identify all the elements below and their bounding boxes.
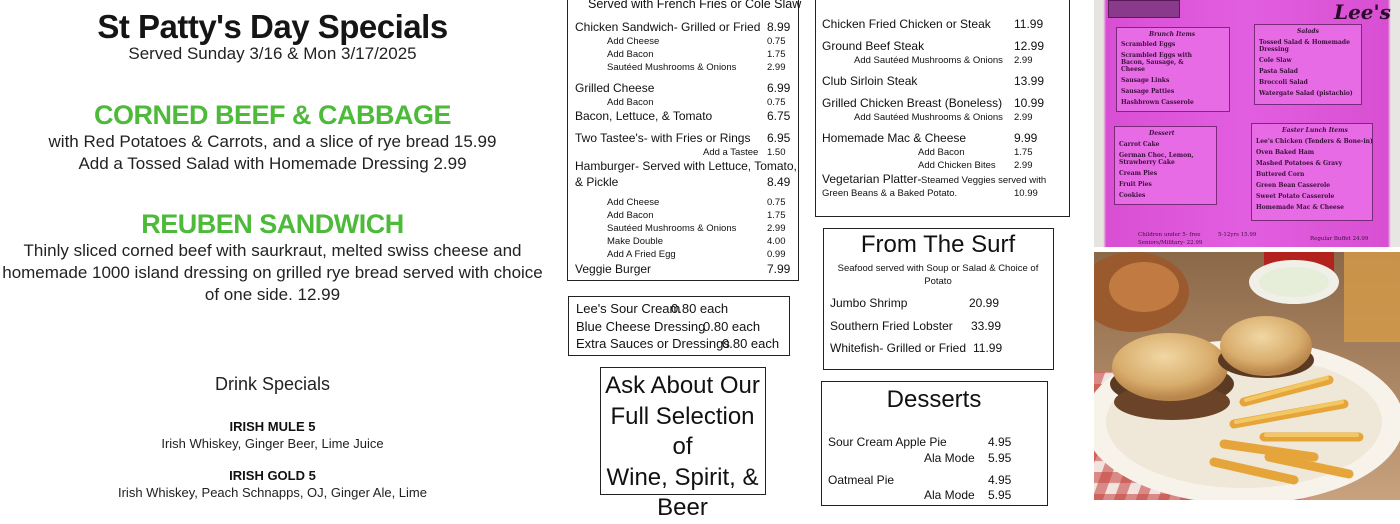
list-item: Oven Baked Ham xyxy=(1256,149,1315,156)
special-corned-beef-line2: Add a Tossed Salad with Homemade Dressing 2.99 xyxy=(78,154,467,173)
desserts-box xyxy=(821,381,1048,506)
list-item: Mashed Potatoes & Gravy xyxy=(1256,160,1343,167)
price-note: 5-12yrs 15.99 xyxy=(1218,232,1257,238)
menu-item-name: Oatmeal Pie xyxy=(828,473,895,487)
menu-item-name: Ground Beef Steak xyxy=(822,39,925,53)
menu-item-price: 8.99 xyxy=(767,20,791,34)
st-patty-specials-panel xyxy=(0,0,545,500)
list-item: Scrambled Eggs with xyxy=(1121,52,1192,59)
ask-line-2: Full Selection of xyxy=(610,402,755,460)
list-item: Carrot Cake xyxy=(1119,141,1160,148)
entrees-menu-box xyxy=(815,0,1070,217)
price-note: Regular Buffet 24.99 xyxy=(1310,236,1369,242)
easter-lunch-card xyxy=(1251,123,1373,221)
price-note: Children under 5- free xyxy=(1138,232,1201,238)
list-item: Sausage Patties xyxy=(1121,88,1175,95)
addon-name: Add Bacon xyxy=(607,49,654,60)
drink-irish-gold-name: IRISH GOLD 5 xyxy=(229,468,316,483)
brunch-title: Brunch Items xyxy=(1149,31,1196,38)
menu-item-name: Jumbo Shrimp xyxy=(830,296,908,310)
ask-line-1: Ask About Our xyxy=(605,372,760,399)
addon-price: 2.99 xyxy=(767,62,786,73)
addon-price: 2.99 xyxy=(1014,55,1033,66)
menu-item-name: Whitefish- Grilled or Fried xyxy=(830,341,967,355)
special-reuben-line3: of one side. 12.99 xyxy=(204,285,341,304)
menu-item-price: 20.99 xyxy=(969,296,1000,310)
extra-item-name: Extra Sauces or Dressings xyxy=(576,336,730,351)
addon-price: 0.75 xyxy=(767,97,786,108)
drink-irish-mule-name: IRISH MULE 5 xyxy=(229,419,316,434)
food-photo xyxy=(1094,252,1400,500)
menu-item-price: 11.99 xyxy=(1014,17,1044,31)
addon-name: Sautéed Mushrooms & Onions xyxy=(607,62,737,73)
menu-item-name: Veggie Burger xyxy=(575,262,652,276)
addon-price: 1.50 xyxy=(767,147,786,158)
menu-item-price: 5.95 xyxy=(988,488,1012,502)
addon-name: Add Cheese xyxy=(607,36,660,47)
menu-item-price: 9.99 xyxy=(1014,131,1038,145)
ask-line-4: Beer xyxy=(657,494,708,521)
list-item: Green Bean Casserole xyxy=(1256,182,1331,189)
st-patty-served-date: Served Sunday 3/16 & Mon 3/17/2025 xyxy=(128,44,417,63)
menu-item-note: Steamed Veggies served with xyxy=(921,175,1047,186)
ask-about-drinks-box xyxy=(600,367,766,521)
addon-price: 1.75 xyxy=(767,49,786,60)
pink-menu-photo xyxy=(1094,0,1400,247)
menu-item-name: Bacon, Lettuce, & Tomato xyxy=(575,109,713,123)
salads-title: Salads xyxy=(1297,28,1319,35)
sandwiches-menu-box xyxy=(567,0,802,281)
list-item: German Choc, Lemon, xyxy=(1119,152,1194,159)
menu-item-price: 4.95 xyxy=(988,473,1012,487)
sloppy-burger-photo xyxy=(1094,252,1400,500)
list-item: Bacon, Sausage, & xyxy=(1121,59,1184,66)
drink-irish-mule-desc: Irish Whiskey, Ginger Beer, Lime Juice xyxy=(161,436,384,451)
salads-card xyxy=(1254,24,1362,105)
menu-item-name: Two Tastee's- with Fries or Rings xyxy=(575,131,751,145)
list-item: Lee's Chicken (Tenders & Bone-in) xyxy=(1256,138,1373,145)
menu-item-name: & Pickle xyxy=(575,175,619,189)
addon-price: 1.75 xyxy=(1014,147,1033,158)
menu-header-image xyxy=(1108,0,1180,18)
dessert-card xyxy=(1114,126,1217,205)
menu-item-price: 6.75 xyxy=(767,109,791,123)
addon-price: 0.99 xyxy=(767,249,786,260)
addon-name: Add Sautéed Mushrooms & Onions xyxy=(854,55,1003,66)
price-note: Seniors/Military- 22.99 xyxy=(1138,240,1203,246)
surf-title: From The Surf xyxy=(860,231,1016,258)
list-item: Sausage Links xyxy=(1121,77,1170,84)
list-item: Cookies xyxy=(1119,192,1146,199)
addon-name: Add Bacon xyxy=(607,97,654,108)
ask-line-3: Wine, Spirit, & xyxy=(606,463,759,491)
list-item: Dressing xyxy=(1259,46,1289,53)
addon-name: Sautéed Mushrooms & Onions xyxy=(607,223,737,234)
menu-item-name: Club Sirloin Steak xyxy=(822,74,918,88)
list-item: Tossed Salad & Homemade xyxy=(1259,39,1350,46)
menu-item-name: Vegetarian Platter- xyxy=(822,172,922,186)
extra-item-price: 0.80 each xyxy=(703,319,761,334)
special-corned-beef-line1: with Red Potatoes & Carrots, and a slice of rye bread 15.99 xyxy=(48,132,497,151)
menu-item-price: 12.99 xyxy=(1014,39,1045,53)
addon-price: 2.99 xyxy=(767,223,786,234)
addon-name: Add Cheese xyxy=(607,197,660,208)
special-corned-beef-title: CORNED BEEF & CABBAGE xyxy=(93,100,452,130)
menu-item-name: Ala Mode xyxy=(924,488,975,502)
menu-item-price: 10.99 xyxy=(1014,96,1045,110)
list-item: Cole Slaw xyxy=(1259,57,1292,64)
addon-name: Add Bacon xyxy=(918,147,965,158)
surf-subtitle-1: Seafood served with Soup or Salad & Choice of xyxy=(837,263,1039,274)
list-item: Scrambled Eggs xyxy=(1121,41,1176,48)
extra-item-price: 0.80 each xyxy=(722,336,780,351)
addon-price: 2.99 xyxy=(1014,112,1033,123)
extra-item-name: Lee's Sour Cream xyxy=(576,301,681,316)
drink-irish-gold-desc: Irish Whiskey, Peach Schnapps, OJ, Ginger Ale, Lime xyxy=(117,485,427,500)
menu-item-price: 7.99 xyxy=(767,262,791,276)
easter-title: Easter Lunch Items xyxy=(1282,127,1348,134)
addon-name: Add Sautéed Mushrooms & Onions xyxy=(854,112,1003,123)
desserts-title: Desserts xyxy=(886,386,982,413)
menu-item-price: 5.95 xyxy=(988,451,1012,465)
drink-specials-heading: Drink Specials xyxy=(214,374,331,394)
list-item: Buttered Corn xyxy=(1256,171,1305,178)
addon-price: 0.75 xyxy=(767,36,786,47)
list-item: Pasta Salad xyxy=(1259,68,1298,75)
sandwiches-header: Served with French Fries or Cole Slaw xyxy=(588,0,802,11)
menu-item-price: 10.99 xyxy=(1014,188,1038,199)
addon-name: Make Double xyxy=(607,236,663,247)
addon-price: 1.75 xyxy=(767,210,786,221)
menu-item-name: Ala Mode xyxy=(924,451,975,465)
st-patty-title: St Patty's Day Specials xyxy=(97,8,448,45)
menu-item-price: 13.99 xyxy=(1014,74,1045,88)
menu-item-price: 4.95 xyxy=(988,435,1012,449)
menu-item-price: 6.99 xyxy=(767,81,791,95)
addon-name: Add Bacon xyxy=(607,210,654,221)
menu-item-price: 6.95 xyxy=(767,131,791,145)
special-reuben-title: REUBEN SANDWICH xyxy=(141,209,404,239)
list-item: Fruit Pies xyxy=(1119,181,1152,188)
list-item: Cream Pies xyxy=(1119,170,1158,177)
menu-item-name: Green Beans & a Baked Potato. xyxy=(822,188,958,199)
dessert-title: Dessert xyxy=(1149,130,1175,137)
extra-item-name: Blue Cheese Dressing xyxy=(576,319,706,334)
menu-item-price: 33.99 xyxy=(971,319,1002,333)
list-item: Hashbrown Casserole xyxy=(1121,99,1194,106)
lees-logo: Lee's xyxy=(1334,0,1391,24)
list-item: Homemade Mac & Cheese xyxy=(1256,204,1344,211)
menu-item-name: Chicken Fried Chicken or Steak xyxy=(822,17,991,31)
addon-name: Add A Fried Egg xyxy=(607,249,676,260)
addon-price: 2.99 xyxy=(1014,160,1033,171)
menu-item-name: Hamburger- Served with Lettuce, Tomato, xyxy=(575,159,797,173)
addon-price: 4.00 xyxy=(767,236,786,247)
addon-name: Add a Tastee xyxy=(703,147,759,158)
extra-item-price: 0.80 each xyxy=(671,301,729,316)
addon-name: Add Chicken Bites xyxy=(918,160,996,171)
menu-item-name: Homemade Mac & Cheese xyxy=(822,131,967,145)
surf-subtitle-2: Potato xyxy=(924,276,952,287)
menu-item-name: Grilled Cheese xyxy=(575,81,655,95)
list-item: Watergate Salad (pistachio) xyxy=(1259,90,1353,97)
menu-item-name: Chicken Sandwich- Grilled or Fried xyxy=(575,20,761,34)
addon-price: 0.75 xyxy=(767,197,786,208)
special-reuben-line1: Thinly sliced corned beef with saurkraut, melted swiss cheese and xyxy=(23,241,522,260)
menu-item-price: 8.49 xyxy=(767,175,791,189)
list-item: Sweet Potato Casserole xyxy=(1256,193,1335,200)
menu-item-price: 11.99 xyxy=(973,341,1003,355)
list-item: Broccoli Salad xyxy=(1259,79,1308,86)
list-item: Cheese xyxy=(1121,66,1145,73)
menu-item-name: Grilled Chicken Breast (Boneless) xyxy=(822,96,1003,110)
special-reuben-line2: homemade 1000 island dressing on grilled rye bread served with choice xyxy=(2,263,543,282)
extras-menu-box xyxy=(568,296,790,356)
brunch-items-card xyxy=(1116,27,1230,112)
list-item: Strawberry Cake xyxy=(1119,159,1175,166)
from-the-surf-box xyxy=(823,228,1054,370)
menu-item-name: Sour Cream Apple Pie xyxy=(828,435,947,449)
menu-item-name: Southern Fried Lobster xyxy=(830,319,953,333)
